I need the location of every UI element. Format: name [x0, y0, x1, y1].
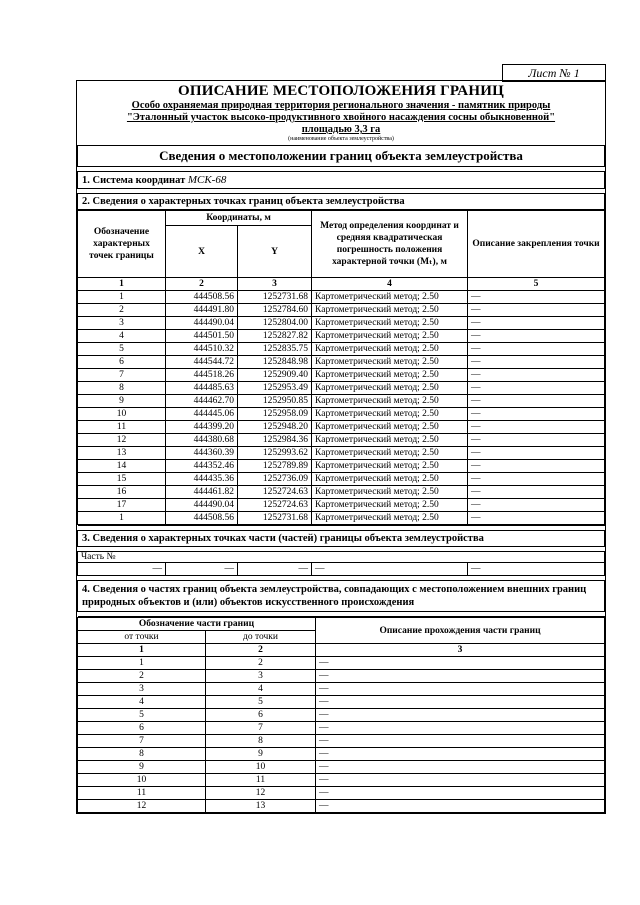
point-method: Картометрический метод; 2.50: [312, 460, 468, 473]
header-method: Метод определения координат и средняя квадратическая погрешность положения характерной точки (Mₜ), м: [312, 211, 468, 278]
point-x: 444490.04: [166, 317, 238, 330]
parts-header-designation: Обозначение части границ: [78, 618, 316, 631]
part-from: 1: [78, 657, 206, 670]
point-x: 444510.32: [166, 343, 238, 356]
parts-header-from: от точки: [78, 631, 206, 644]
section3-cell-4: —: [312, 563, 468, 576]
part-to: 9: [206, 748, 316, 761]
part-to: 6: [206, 709, 316, 722]
parts-table: [77, 617, 605, 813]
point-id: 4: [78, 330, 166, 343]
point-method: Картометрический метод; 2.50: [312, 330, 468, 343]
coord-system: [78, 172, 605, 189]
coord-system-value: МСК-68: [187, 174, 227, 186]
section2-heading: 2. Сведения о характерных точках границ объекта землеустройства: [78, 194, 605, 210]
point-y: 1252789.89: [238, 460, 312, 473]
part-description: —: [316, 657, 605, 670]
point-id: 3: [78, 317, 166, 330]
point-fixing: —: [468, 291, 605, 304]
part-description: —: [316, 670, 605, 683]
point-method: Картометрический метод; 2.50: [312, 486, 468, 499]
point-x: 444462.70: [166, 395, 238, 408]
section3-heading: 3. Сведения о характерных точках части (частей) границы объекта землеустройства: [78, 531, 605, 547]
point-x: 444352.46: [166, 460, 238, 473]
point-method: Картометрический метод; 2.50: [312, 382, 468, 395]
point-id: 9: [78, 395, 166, 408]
table-row: [78, 434, 605, 447]
section3-cell-3: —: [238, 563, 312, 576]
section4-heading: 4. Сведения о частях границ объекта землеустройства, совпадающих с местоположением внешних границ природных объектов и (или) объектов искусственного происхождения: [78, 581, 605, 612]
point-x: 444501.50: [166, 330, 238, 343]
point-id: 15: [78, 473, 166, 486]
table-row: [78, 421, 605, 434]
point-x: 444544.72: [166, 356, 238, 369]
table-row: [78, 709, 605, 722]
part-description: —: [316, 774, 605, 787]
table-row: [78, 787, 605, 800]
part-description: —: [316, 748, 605, 761]
point-x: 444399.20: [166, 421, 238, 434]
part-to: 13: [206, 800, 316, 813]
section3-cell-1: —: [78, 563, 166, 576]
point-id: 10: [78, 408, 166, 421]
parts-header-num-2: 2: [206, 644, 316, 657]
table-row: [78, 670, 605, 683]
part-to: 4: [206, 683, 316, 696]
point-y: 1252950.85: [238, 395, 312, 408]
point-y: 1252784.60: [238, 304, 312, 317]
point-x: 444508.56: [166, 291, 238, 304]
point-id: 12: [78, 434, 166, 447]
table-row: [78, 408, 605, 421]
point-fixing: —: [468, 512, 605, 525]
points-table: [77, 210, 605, 525]
parts-header-to: до точки: [206, 631, 316, 644]
point-y: 1252835.75: [238, 343, 312, 356]
table-row: [78, 499, 605, 512]
point-method: Картометрический метод; 2.50: [312, 512, 468, 525]
table-row: [78, 317, 605, 330]
section3-cell-2: —: [166, 563, 238, 576]
part-to: 2: [206, 657, 316, 670]
table-row: [78, 460, 605, 473]
point-fixing: —: [468, 356, 605, 369]
point-method: Картометрический метод; 2.50: [312, 343, 468, 356]
part-to: 10: [206, 761, 316, 774]
header-num-5: 5: [468, 278, 605, 291]
point-y: 1252984.36: [238, 434, 312, 447]
table-row: [78, 291, 605, 304]
subtitle-line-3: площадью 3,3 га: [301, 124, 381, 135]
table-row: [78, 343, 605, 356]
point-id: 13: [78, 447, 166, 460]
section3-cell-5: —: [468, 563, 605, 576]
table-row: [78, 330, 605, 343]
point-y: 1252993.62: [238, 447, 312, 460]
point-y: 1252958.09: [238, 408, 312, 421]
table-row: [78, 304, 605, 317]
sheet-number: Лист № 1: [502, 64, 606, 82]
point-id: 7: [78, 369, 166, 382]
point-method: Картометрический метод; 2.50: [312, 434, 468, 447]
header-num-2: 2: [166, 278, 238, 291]
part-to: 8: [206, 735, 316, 748]
parts-body: [78, 657, 605, 813]
header-y: Y: [238, 226, 312, 278]
point-fixing: —: [468, 447, 605, 460]
point-fixing: —: [468, 395, 605, 408]
header-num-3: 3: [238, 278, 312, 291]
section-main-table: [77, 145, 605, 210]
table-row: [78, 486, 605, 499]
table-row: [78, 473, 605, 486]
point-fixing: —: [468, 408, 605, 421]
point-x: 444490.04: [166, 499, 238, 512]
table-row: [78, 657, 605, 670]
table-row: [78, 512, 605, 525]
point-id: 5: [78, 343, 166, 356]
point-y: 1252953.49: [238, 382, 312, 395]
point-y: 1252724.63: [238, 499, 312, 512]
point-y: 1252909.40: [238, 369, 312, 382]
point-method: Картометрический метод; 2.50: [312, 291, 468, 304]
point-y: 1252736.09: [238, 473, 312, 486]
table-row: [78, 356, 605, 369]
object-name-caption: (наименование объекта землеустройства): [288, 136, 394, 142]
point-fixing: —: [468, 304, 605, 317]
point-method: Картометрический метод; 2.50: [312, 304, 468, 317]
table-row: [78, 395, 605, 408]
table-row: [78, 774, 605, 787]
point-y: 1252848.98: [238, 356, 312, 369]
table-row: [78, 382, 605, 395]
point-fixing: —: [468, 473, 605, 486]
part-from: 6: [78, 722, 206, 735]
table-row: [78, 800, 605, 813]
parts-header-description: Описание прохождения части границ: [316, 618, 605, 644]
part-from: 12: [78, 800, 206, 813]
section-main-heading: Сведения о местоположении границ объекта землеустройства: [78, 146, 605, 167]
document-frame: [76, 80, 606, 814]
point-y: 1252731.68: [238, 512, 312, 525]
part-to: 7: [206, 722, 316, 735]
point-method: Картометрический метод; 2.50: [312, 447, 468, 460]
point-id: 14: [78, 460, 166, 473]
header-designation: Обозначение характерных точек границы: [78, 211, 166, 278]
part-description: —: [316, 800, 605, 813]
point-id: 1: [78, 512, 166, 525]
part-from: 7: [78, 735, 206, 748]
point-fixing: —: [468, 460, 605, 473]
point-y: 1252804.00: [238, 317, 312, 330]
table-row: [78, 735, 605, 748]
part-from: 5: [78, 709, 206, 722]
part-from: 9: [78, 761, 206, 774]
table-row: [78, 369, 605, 382]
point-y: 1252827.82: [238, 330, 312, 343]
part-to: 12: [206, 787, 316, 800]
point-x: 444461.82: [166, 486, 238, 499]
subtitle-line-2: "Эталонный участок высоко-продуктивного хвойного насаждения сосны обыкновенной": [126, 112, 556, 123]
point-y: 1252724.63: [238, 486, 312, 499]
point-x: 444380.68: [166, 434, 238, 447]
table-row: [78, 748, 605, 761]
point-method: Картометрический метод; 2.50: [312, 369, 468, 382]
point-method: Картометрический метод; 2.50: [312, 356, 468, 369]
subtitle-line-1: Особо охраняемая природная территория регионального значения - памятник природы: [131, 100, 551, 111]
point-x: 444485.63: [166, 382, 238, 395]
table-row: [78, 683, 605, 696]
point-method: Картометрический метод; 2.50: [312, 317, 468, 330]
point-x: 444435.36: [166, 473, 238, 486]
point-id: 11: [78, 421, 166, 434]
part-description: —: [316, 787, 605, 800]
part-from: 4: [78, 696, 206, 709]
point-id: 16: [78, 486, 166, 499]
part-from: 10: [78, 774, 206, 787]
point-method: Картометрический метод; 2.50: [312, 473, 468, 486]
point-fixing: —: [468, 486, 605, 499]
point-fixing: —: [468, 421, 605, 434]
table-row: [78, 696, 605, 709]
point-y: 1252731.68: [238, 291, 312, 304]
table-row: [78, 722, 605, 735]
parts-header-num-3: 3: [316, 644, 605, 657]
part-from: 11: [78, 787, 206, 800]
part-to: 3: [206, 670, 316, 683]
section3-table: [77, 525, 605, 617]
part-from: 2: [78, 670, 206, 683]
point-method: Картометрический метод; 2.50: [312, 408, 468, 421]
point-id: 1: [78, 291, 166, 304]
point-method: Картометрический метод; 2.50: [312, 499, 468, 512]
part-number-label: Часть №: [78, 552, 605, 563]
point-fixing: —: [468, 499, 605, 512]
point-fixing: —: [468, 382, 605, 395]
part-description: —: [316, 709, 605, 722]
points-body: [78, 291, 605, 525]
part-description: —: [316, 722, 605, 735]
part-from: 3: [78, 683, 206, 696]
point-method: Картометрический метод; 2.50: [312, 395, 468, 408]
point-fixing: —: [468, 330, 605, 343]
table-row: [78, 447, 605, 460]
coord-system-label: 1. Система координат: [82, 175, 186, 186]
point-id: 17: [78, 499, 166, 512]
parts-header-num-1: 1: [78, 644, 206, 657]
part-description: —: [316, 696, 605, 709]
point-id: 8: [78, 382, 166, 395]
point-x: 444518.26: [166, 369, 238, 382]
part-from: 8: [78, 748, 206, 761]
point-fixing: —: [468, 434, 605, 447]
header-fixing: Описание закрепления точки: [468, 211, 605, 278]
document-title: ОПИСАНИЕ МЕСТОПОЛОЖЕНИЯ ГРАНИЦ: [178, 83, 504, 99]
header-coords: Координаты, м: [166, 211, 312, 226]
point-fixing: —: [468, 343, 605, 356]
point-id: 6: [78, 356, 166, 369]
point-x: 444508.56: [166, 512, 238, 525]
point-id: 2: [78, 304, 166, 317]
table-row: [78, 761, 605, 774]
part-description: —: [316, 761, 605, 774]
point-x: 444360.39: [166, 447, 238, 460]
header-x: X: [166, 226, 238, 278]
point-y: 1252948.20: [238, 421, 312, 434]
point-fixing: —: [468, 369, 605, 382]
header-num-4: 4: [312, 278, 468, 291]
point-method: Картометрический метод; 2.50: [312, 421, 468, 434]
point-x: 444491.80: [166, 304, 238, 317]
header-num-1: 1: [78, 278, 166, 291]
point-fixing: —: [468, 317, 605, 330]
part-to: 5: [206, 696, 316, 709]
part-to: 11: [206, 774, 316, 787]
part-description: —: [316, 683, 605, 696]
part-description: —: [316, 735, 605, 748]
point-x: 444445.06: [166, 408, 238, 421]
